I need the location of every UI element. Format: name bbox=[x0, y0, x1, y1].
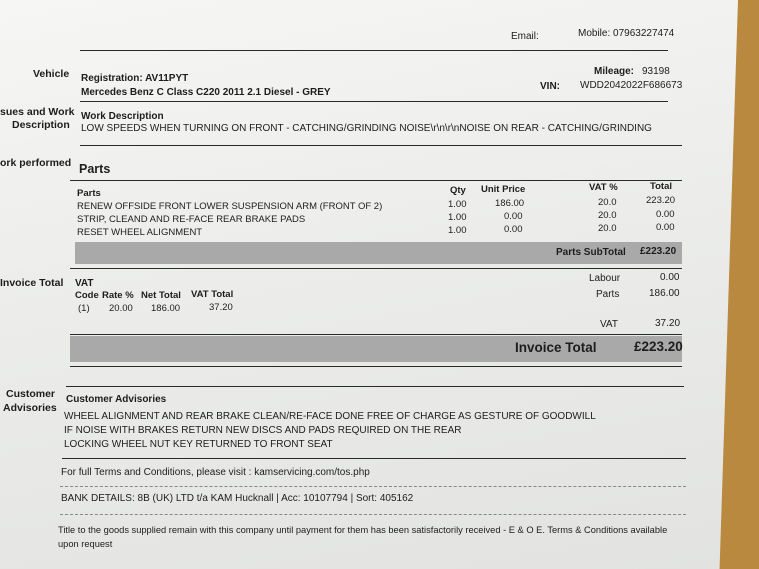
parts-subtotal-label: Parts SubTotal bbox=[556, 247, 626, 258]
vehicle-section-label: Vehicle bbox=[33, 68, 70, 80]
divider bbox=[66, 386, 684, 387]
part-unit-price: 0.00 bbox=[504, 211, 523, 222]
part-total: 0.00 bbox=[656, 222, 675, 233]
part-vat: 20.0 bbox=[598, 223, 617, 234]
terms-link-text: For full Terms and Conditions, please visit : kamservicing.com/tos.php bbox=[61, 467, 370, 478]
divider bbox=[80, 145, 682, 146]
parts-total-label: Parts bbox=[596, 289, 620, 300]
part-description: RENEW OFFSIDE FRONT LOWER SUSPENSION ARM (FRONT OF 2) bbox=[77, 201, 383, 212]
divider bbox=[62, 458, 686, 459]
advisory-line: IF NOISE WITH BRAKES RETURN NEW DISCS AND PADS REQUIRED ON THE REAR bbox=[64, 425, 462, 436]
part-qty: 1.00 bbox=[448, 199, 467, 210]
invoice-total-label: Invoice Total bbox=[515, 340, 597, 355]
vat-rate: 20.00 bbox=[109, 303, 133, 314]
customer-advisories-title: Customer Advisories bbox=[66, 394, 167, 405]
issues-section-label: sues and Work bbox=[0, 106, 75, 118]
email-label: Email: bbox=[511, 31, 539, 42]
issues-section-label-2: Description bbox=[12, 119, 70, 131]
mobile-number: Mobile: 07963227474 bbox=[578, 28, 675, 39]
part-total: 0.00 bbox=[656, 209, 675, 220]
col-qty: Qty bbox=[450, 185, 466, 196]
vat-title: VAT bbox=[75, 278, 94, 289]
invoice-total-section-label: Invoice Total bbox=[0, 277, 64, 289]
advisories-section-label: Customer bbox=[6, 388, 56, 400]
work-description-text: LOW SPEEDS WHEN TURNING ON FRONT - CATCHING/GRINDING NOISE\r\n\r\nNOISE ON REAR - CATCHING/GRINDING bbox=[81, 123, 652, 134]
title-terms: Title to the goods supplied remain with this company until payment for them has been satisfactorily received - E & O E. Terms & Conditions available bbox=[58, 525, 668, 535]
vat-summary-value: 37.20 bbox=[655, 318, 681, 329]
part-vat: 20.0 bbox=[598, 210, 617, 221]
title-terms-2: upon request bbox=[58, 539, 113, 549]
parts-title: Parts bbox=[79, 162, 111, 176]
divider bbox=[80, 50, 668, 51]
vin-value: WDD2042022F686673 bbox=[580, 80, 683, 91]
col-total: Total bbox=[650, 181, 672, 192]
advisory-line: WHEEL ALIGNMENT AND REAR BRAKE CLEAN/RE-FACE DONE FREE OF CHARGE AS GESTURE OF GOODWILL bbox=[64, 411, 596, 422]
vat-net: 186.00 bbox=[151, 303, 181, 314]
vat-summary-label: VAT bbox=[600, 319, 618, 330]
vehicle-description: Mercedes Benz C Class C220 2011 2.1 Diesel - GREY bbox=[81, 87, 331, 98]
parts-subtotal-value: £223.20 bbox=[640, 246, 677, 257]
part-unit-price: 186.00 bbox=[495, 198, 525, 209]
bank-details: BANK DETAILS: 8B (UK) LTD t/a KAM Hucknall | Acc: 10107794 | Sort: 405162 bbox=[61, 493, 414, 504]
vat-code: (1) bbox=[78, 303, 90, 314]
labour-label: Labour bbox=[589, 273, 621, 284]
mileage-value: 93198 bbox=[642, 66, 670, 77]
divider bbox=[80, 101, 668, 102]
part-description: STRIP, CLEAND AND RE-FACE REAR BRAKE PADS bbox=[77, 214, 306, 225]
advisory-line: LOCKING WHEEL NUT KEY RETURNED TO FRONT SEAT bbox=[64, 439, 333, 450]
advisories-section-label-2: Advisories bbox=[3, 402, 57, 414]
part-description: RESET WHEEL ALIGNMENT bbox=[77, 227, 203, 238]
vat-col-code: Code bbox=[75, 290, 99, 301]
dashed-divider bbox=[60, 514, 686, 515]
col-parts: Parts bbox=[77, 188, 101, 199]
vat-col-total: VAT Total bbox=[191, 289, 234, 300]
mileage-label: Mileage: bbox=[594, 66, 635, 77]
vin-label: VIN: bbox=[540, 81, 560, 92]
invoice-total-value: £223.20 bbox=[634, 339, 683, 354]
part-vat: 20.0 bbox=[598, 197, 617, 208]
part-unit-price: 0.00 bbox=[504, 224, 523, 235]
col-vat: VAT % bbox=[589, 182, 618, 193]
dashed-divider bbox=[60, 486, 686, 487]
divider bbox=[70, 366, 682, 367]
vat-col-rate: Rate % bbox=[102, 290, 134, 301]
labour-value: 0.00 bbox=[660, 272, 680, 283]
col-unit-price: Unit Price bbox=[481, 184, 526, 195]
part-qty: 1.00 bbox=[448, 212, 467, 223]
parts-total-value: 186.00 bbox=[649, 288, 680, 299]
divider bbox=[70, 268, 682, 269]
work-description-title: Work Description bbox=[81, 111, 164, 122]
part-total: 223.20 bbox=[646, 195, 676, 206]
work-performed-label: ork performed bbox=[0, 157, 72, 169]
vat-col-net: Net Total bbox=[141, 290, 181, 301]
registration: Registration: AV11PYT bbox=[81, 73, 189, 84]
vat-total-value: 37.20 bbox=[209, 302, 233, 313]
part-qty: 1.00 bbox=[448, 225, 467, 236]
